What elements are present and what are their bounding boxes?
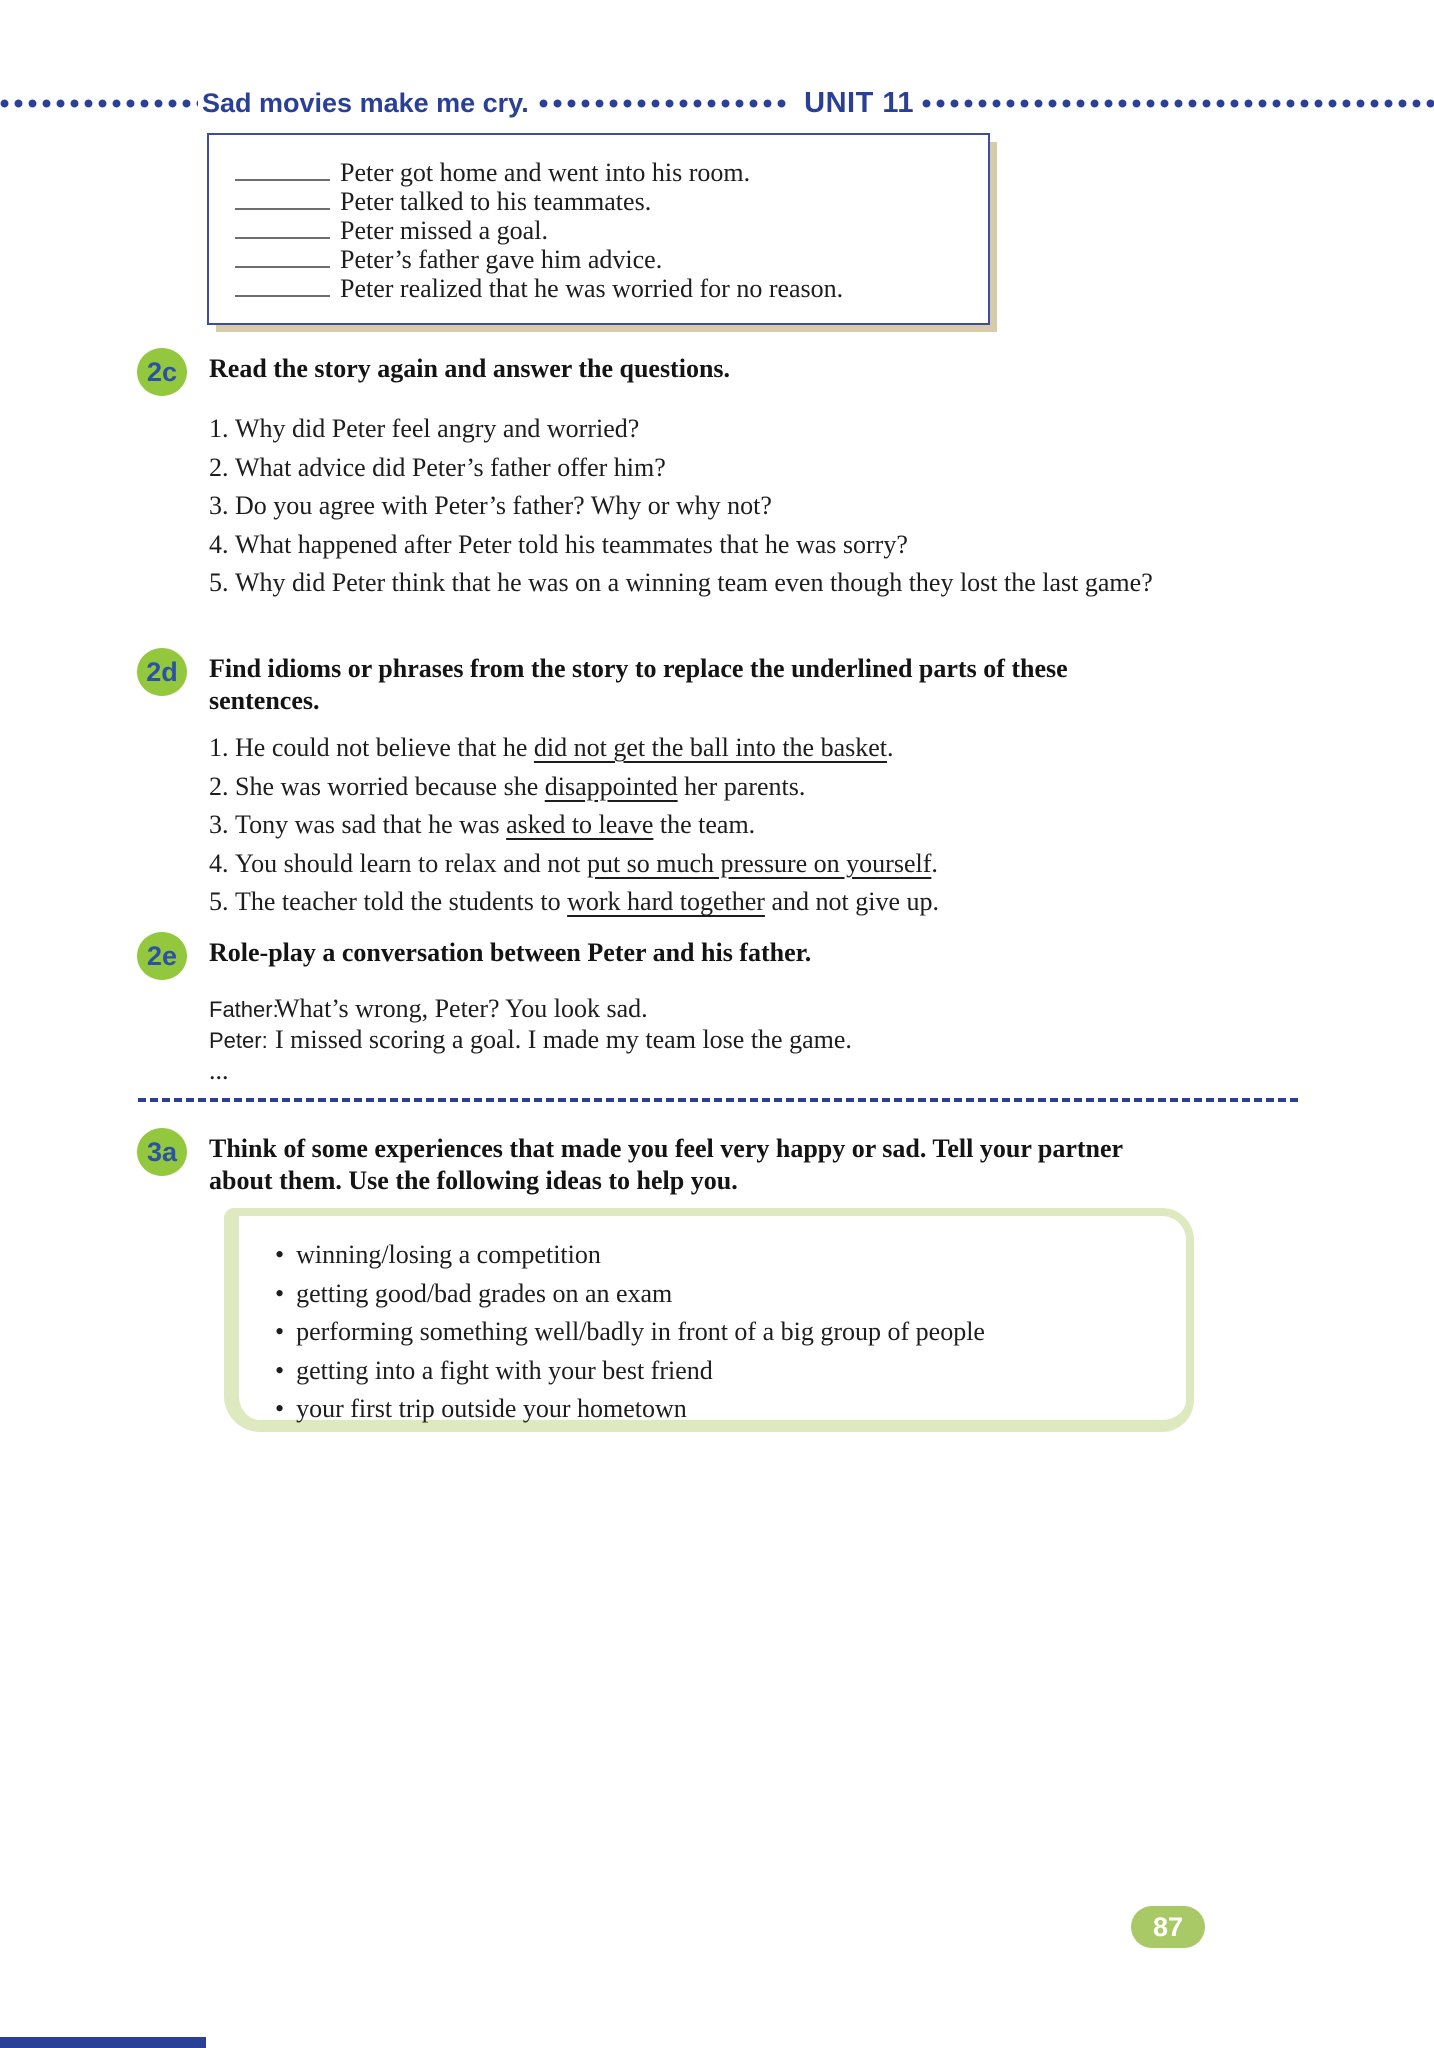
item-text-pre: You should learn to relax and not	[235, 848, 587, 878]
item-text-post: her parents.	[677, 771, 806, 801]
section-badge-2d: 2d	[137, 648, 187, 696]
item-number: 1.	[209, 733, 229, 762]
underlined-phrase: did not get the ball into the basket	[533, 733, 888, 762]
idiom-item	[209, 806, 1159, 845]
question-number: 5.	[209, 568, 229, 598]
dashed-divider	[138, 1098, 1298, 1102]
section-2d-header	[137, 648, 1394, 717]
question-text: Why did Peter feel angry and worried?	[235, 414, 640, 443]
sequence-sentence: Peter talked to his teammates.	[340, 187, 652, 216]
item-text-post: .	[931, 848, 938, 878]
page-header	[0, 84, 1434, 122]
item-text-pre: She was worried because she	[235, 771, 545, 801]
answer-blank[interactable]	[235, 237, 330, 239]
idiom-item	[209, 883, 1159, 922]
sequence-row	[235, 274, 970, 303]
section-2d-title: Find idioms or phrases from the story to replace the underlined parts of these sentences.	[209, 654, 1068, 715]
question-item	[209, 564, 1159, 603]
question-text: Do you agree with Peter’s father? Why or why not?	[235, 491, 772, 521]
section-2e	[137, 932, 1394, 1086]
speaker-label: Peter:	[209, 1028, 268, 1053]
sequence-row	[235, 245, 970, 274]
page-number-badge: 87	[1131, 1906, 1205, 1948]
dialogue-line: What’s wrong, Peter? You look sad.	[275, 994, 648, 1023]
sequence-sentence: Peter got home and went into his room.	[340, 158, 751, 187]
section-3a-title: Think of some experiences that made you feel very happy or sad. Tell your partner about them. Use the following ideas to help you.	[209, 1134, 1123, 1195]
unit-label: UNIT 11	[804, 86, 914, 119]
idiom-item	[209, 845, 1159, 884]
page-edge-mark	[0, 2037, 206, 2048]
section-2d-items	[209, 729, 1394, 922]
item-text-post: .	[887, 733, 894, 762]
answer-blank[interactable]	[235, 266, 330, 268]
sequence-sentence: Peter realized that he was worried for no reason.	[340, 274, 844, 303]
idea-item: • performing something well/badly in front of a big group of people	[275, 1313, 1176, 1352]
question-number: 2.	[209, 452, 229, 482]
idiom-item	[209, 768, 1159, 807]
dialogue-row	[209, 994, 1394, 1025]
section-3a-header	[137, 1128, 1394, 1197]
question-item	[209, 449, 1159, 488]
question-text: Why did Peter think that he was on a winning team even though they lost the last game?	[235, 568, 1153, 598]
section-badge-2c: 2c	[137, 348, 187, 396]
question-item	[209, 526, 1159, 565]
item-text-post: and not give up.	[764, 887, 939, 917]
section-2d	[137, 648, 1394, 922]
underlined-phrase: work hard together	[567, 887, 765, 917]
underlined-phrase: disappointed	[544, 771, 678, 801]
dialogue-ellipsis: ...	[209, 1056, 229, 1085]
ideas-box	[224, 1208, 1194, 1432]
section-topic-title: Sad movies make me cry.	[202, 87, 529, 118]
section-2e-dialogue	[209, 994, 1394, 1086]
question-item	[209, 487, 1159, 526]
sequence-row	[235, 187, 970, 216]
item-number: 3.	[209, 810, 229, 840]
header-dots-right	[922, 99, 1434, 108]
question-number: 3.	[209, 491, 229, 521]
item-number: 4.	[209, 848, 229, 878]
sequence-row	[235, 158, 970, 187]
idiom-item	[209, 729, 1159, 768]
section-badge-2e: 2e	[137, 932, 187, 980]
section-2c-title: Read the story again and answer the questions.	[209, 354, 731, 383]
answer-blank[interactable]	[235, 208, 330, 210]
section-2e-header	[137, 932, 1394, 980]
answer-blank[interactable]	[235, 295, 330, 297]
header-dots-middle	[539, 99, 790, 108]
idea-item: • winning/losing a competition	[275, 1236, 1176, 1275]
item-text-pre: The teacher told the students to	[235, 887, 568, 917]
section-2c-questions	[209, 410, 1394, 603]
sequence-exercise-box	[207, 133, 990, 325]
section-2e-title: Role-play a conversation between Peter and his father.	[209, 938, 812, 967]
header-dots-left	[0, 99, 198, 108]
idea-item: • getting into a fight with your best friend	[275, 1352, 1176, 1391]
item-text-pre: He could not believe that he	[235, 733, 534, 762]
question-number: 4.	[209, 529, 229, 559]
item-text-pre: Tony was sad that he was	[235, 810, 507, 840]
dialogue-row	[209, 1025, 1394, 1056]
idea-item: • your first trip outside your hometown	[275, 1390, 1176, 1429]
idea-item: • getting good/bad grades on an exam	[275, 1275, 1176, 1314]
item-number: 5.	[209, 887, 229, 917]
item-number: 2.	[209, 771, 229, 801]
section-2c-header	[137, 348, 1394, 396]
section-2c	[137, 348, 1394, 603]
ideas-list	[275, 1236, 1176, 1429]
underlined-phrase: put so much pressure on yourself	[586, 848, 932, 878]
question-text: What advice did Peter’s father offer him?	[235, 452, 666, 482]
question-item	[209, 410, 1159, 449]
sequence-sentence: Peter missed a goal.	[340, 216, 548, 245]
sequence-sentence: Peter’s father gave him advice.	[340, 245, 663, 274]
question-number: 1.	[209, 414, 229, 443]
item-text-post: the team.	[653, 810, 756, 840]
speaker-label: Father:	[209, 997, 279, 1022]
question-text: What happened after Peter told his teammates that he was sorry?	[235, 529, 908, 559]
underlined-phrase: asked to leave	[506, 810, 654, 840]
dialogue-line: I missed scoring a goal. I made my team lose the game.	[275, 1025, 852, 1054]
sequence-row	[235, 216, 970, 245]
section-badge-3a: 3a	[137, 1128, 187, 1176]
section-3a	[137, 1128, 1394, 1197]
answer-blank[interactable]	[235, 179, 330, 181]
